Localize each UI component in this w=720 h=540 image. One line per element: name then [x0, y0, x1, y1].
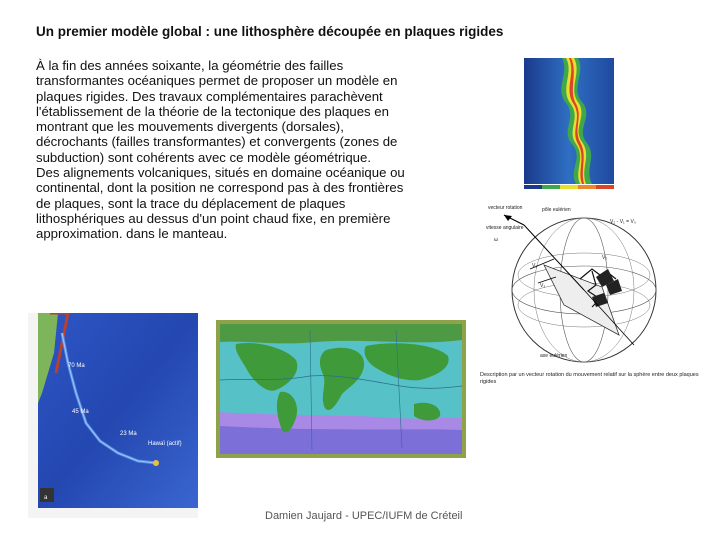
euler-diagram-svg — [484, 195, 684, 370]
euler-diagram-caption: Description par un vecteur rotation du mouvement relatif sur la sphère entre deux plaques rigides — [480, 372, 699, 385]
label-omega: ω — [494, 237, 498, 243]
label-panel-a: a — [44, 495, 48, 501]
label-v-relation: V₂ - V₁ = V₃ — [610, 219, 636, 225]
label-euler-pole: pôle eulérien — [542, 207, 571, 213]
label-rotation-vector: vecteur rotation — [488, 205, 523, 211]
label-70-ma: 70 Ma — [68, 363, 85, 369]
label-hawaii: Hawaï (actif) — [148, 441, 182, 447]
label-v1: V₁ — [532, 263, 538, 269]
slide-title: Un premier modèle global : une lithosphère découpée en plaques rigides — [36, 24, 504, 39]
world-map-svg — [216, 320, 466, 458]
euler-pole-diagram — [484, 195, 684, 370]
label-v3: V₃ — [540, 283, 546, 289]
slide-body — [36, 58, 408, 242]
hawaii-seamount-map — [28, 313, 198, 518]
paragraph-hotspots: Des alignements volcaniques, situés en domaine océanique ou continental, dont la position ne correspond pas à des frontières de plaques, sont la trace du déplacement de plaques lithosphériques au dessus d'un point chaud fixe, en première approximation. dans le manteau. — [36, 165, 405, 242]
ridge-image-svg — [524, 58, 614, 190]
label-v2: V₂ — [602, 255, 608, 261]
world-plates-map — [216, 320, 466, 458]
label-euler-axis: axe eulérien — [540, 353, 568, 359]
label-angular-velocity: vitesse angulaire — [486, 225, 524, 231]
slide-footer: Damien Jaujard - UPEC/IUFM de Créteil — [265, 510, 463, 522]
hawaii-map-svg — [28, 313, 198, 518]
ridge-image — [524, 58, 614, 190]
label-45-ma: 45 Ma — [72, 409, 89, 415]
label-23-ma: 23 Ma — [120, 431, 137, 437]
paragraph-transform-faults: À la fin des années soixante, la géométrie des failles transformantes océaniques permet de proposer un modèle en plaques rigides. Des travaux complémentaires parachèvent l'établissement de la théorie de la tectonique des plaques en montrant que les mouvements divergents (dorsales), décrochants (failles transformantes) et convergents (zones de subduction) sont cohérents avec ce modèle géométrique. — [36, 58, 398, 165]
